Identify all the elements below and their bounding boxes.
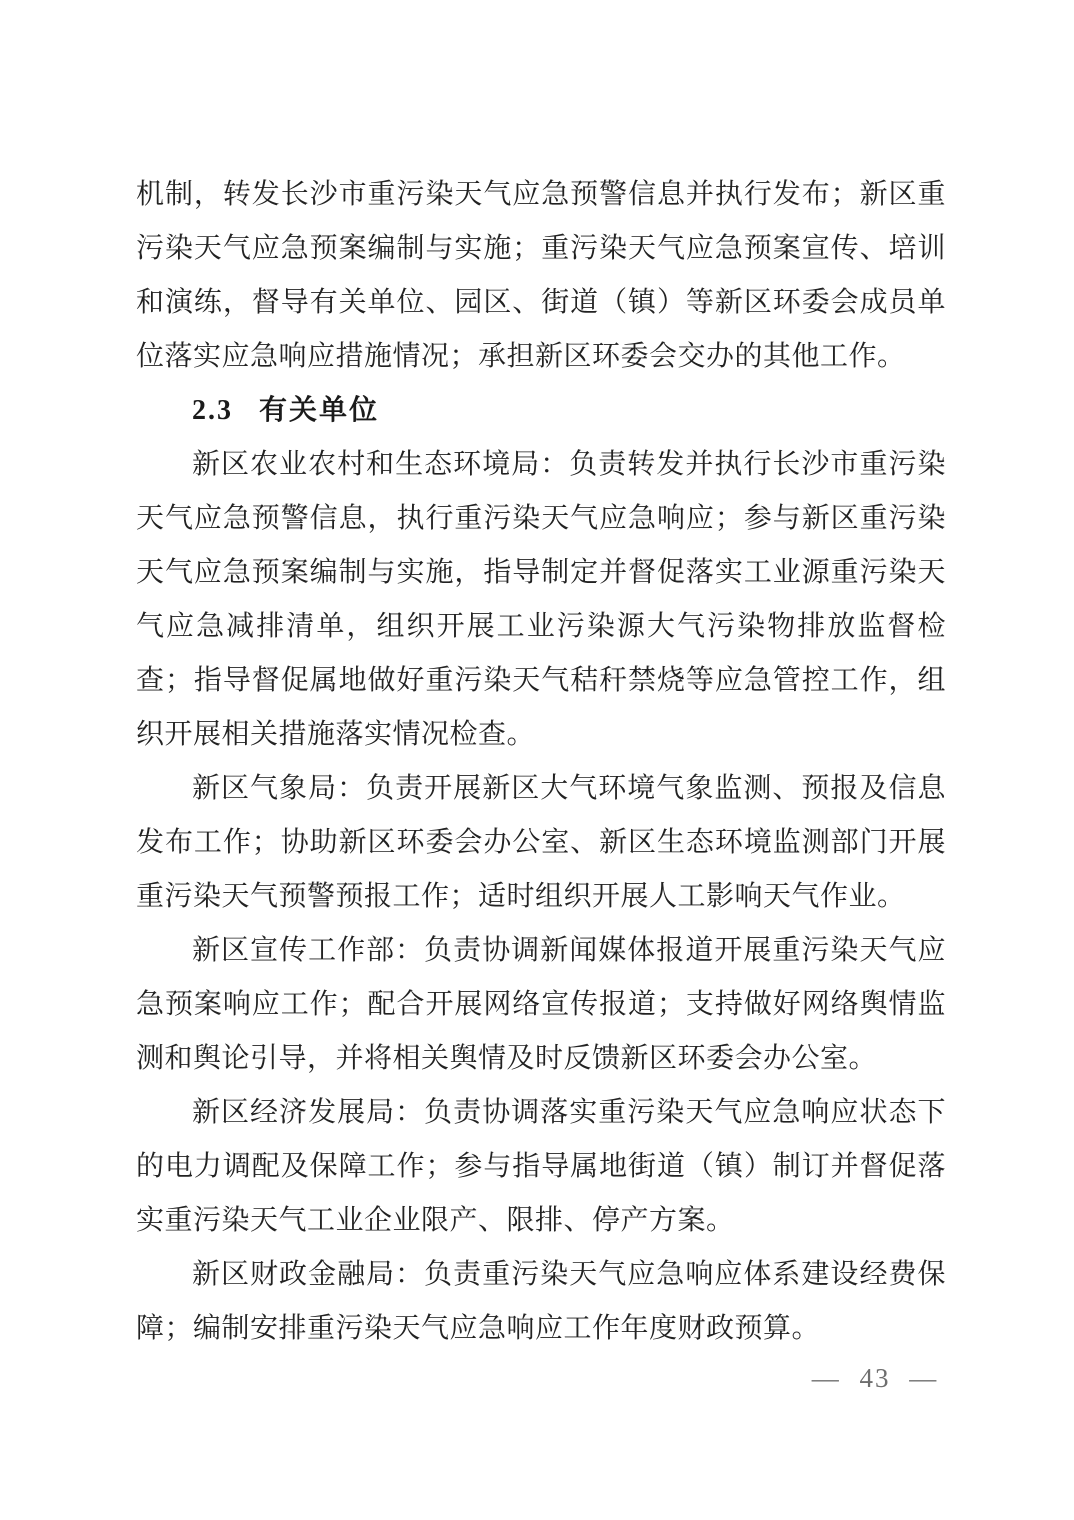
text-line: 新区农业农村和生态环境局：负责转发并执行长沙市重污染 xyxy=(192,449,946,480)
text-line: 新区气象局：负责开展新区大气环境气象监测、预报及信息 xyxy=(192,773,946,804)
text-line: 障；编制安排重污染天气应急响应工作年度财政预算。 xyxy=(136,1313,821,1344)
page-number: — 43 — xyxy=(811,1363,939,1393)
text-line: 急预案响应工作；配合开展网络宣传报道；支持做好网络舆情监 xyxy=(136,989,946,1020)
text-line: 和演练，督导有关单位、园区、街道（镇）等新区环委会成员单 xyxy=(136,287,946,318)
text-line: 污染天气应急预案编制与实施；重污染天气应急预案宣传、培训 xyxy=(136,233,946,264)
text-line: 气应急减排清单，组织开展工业污染源大气污染物排放监督检 xyxy=(136,611,946,642)
text-line: 天气应急预警信息，执行重污染天气应急响应；参与新区重污染 xyxy=(136,503,946,534)
text-line: 新区经济发展局：负责协调落实重污染天气应急响应状态下 xyxy=(192,1097,946,1128)
text-line: 重污染天气预警预报工作；适时组织开展人工影响天气作业。 xyxy=(136,881,906,912)
text-line: 发布工作；协助新区环委会办公室、新区生态环境监测部门开展 xyxy=(136,827,946,858)
text-line: 机制，转发长沙市重污染天气应急预警信息并执行发布；新区重 xyxy=(136,179,946,210)
text-line: 位落实应急响应措施情况；承担新区环委会交办的其他工作。 xyxy=(136,341,906,372)
section-title: 有关单位 xyxy=(259,395,380,426)
text-line: 测和舆论引导，并将相关舆情及时反馈新区环委会办公室。 xyxy=(136,1043,878,1074)
document-body xyxy=(136,168,946,1356)
section-number: 2.3 xyxy=(192,395,233,426)
text-line: 查；指导督促属地做好重污染天气秸秆禁烧等应急管控工作，组 xyxy=(136,665,946,696)
section-heading xyxy=(136,384,946,438)
text-line: 的电力调配及保障工作；参与指导属地街道（镇）制订并督促落 xyxy=(136,1151,946,1182)
text-line: 实重污染天气工业企业限产、限排、停产方案。 xyxy=(136,1205,735,1236)
text-line: 新区宣传工作部：负责协调新闻媒体报道开展重污染天气应 xyxy=(192,935,946,966)
text-line: 新区财政金融局：负责重污染天气应急响应体系建设经费保 xyxy=(192,1259,946,1290)
text-line: 织开展相关措施落实情况检查。 xyxy=(136,719,536,750)
text-line: 天气应急预案编制与实施，指导制定并督促落实工业源重污染天 xyxy=(136,557,946,588)
